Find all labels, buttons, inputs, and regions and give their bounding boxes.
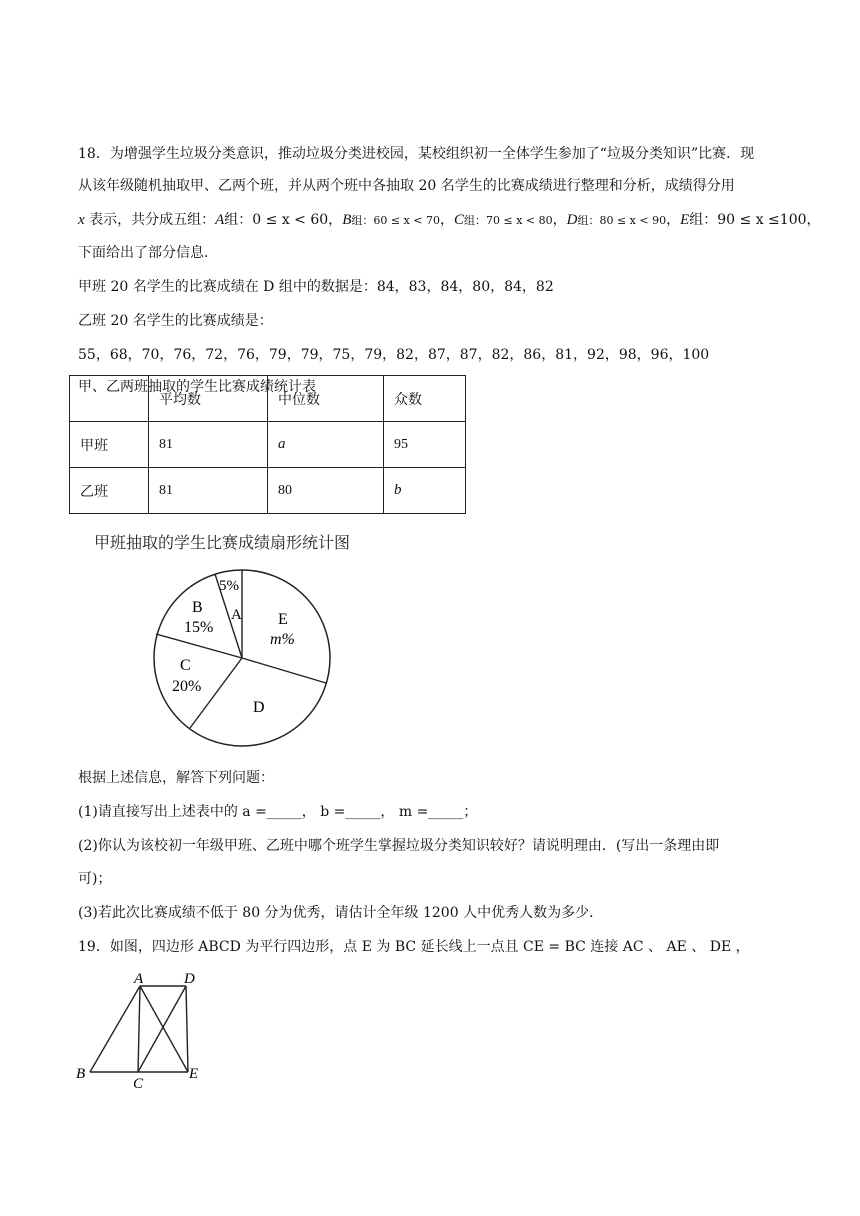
pie-label-c: C <box>180 657 191 674</box>
q18-line5: 甲班 20 名学生的比赛成绩在 D 组中的数据是：84，83，84，80，84，82 <box>78 279 554 295</box>
segment-ac <box>138 986 140 1072</box>
table-cell: 80 <box>268 468 384 514</box>
group-b-label: B <box>342 212 352 228</box>
q18-prompt: 根据上述信息，解答下列问题： <box>78 770 274 786</box>
pie-label-e: E <box>278 611 288 628</box>
group-b-range: 组：60 ≤ x < 70 <box>351 214 440 227</box>
segment-ae <box>140 986 188 1072</box>
table-row <box>70 468 466 514</box>
q18-sub2a: (2)你认为该校初一年级甲班、乙班中哪个班学生掌握垃圾分类知识较好？请说明理由．(写出一条理由即 <box>78 838 720 854</box>
pie-label-a-pct: 5% <box>219 578 239 594</box>
table-header-cell: 平均数 <box>149 376 268 422</box>
pie-label-d: D <box>253 699 265 716</box>
table-cell: b <box>384 468 466 514</box>
table-header-cell: 中位数 <box>268 376 384 422</box>
pie-label-c-pct: 20% <box>172 678 202 695</box>
q18-sub1: (1)请直接写出上述表中的 a =_____， b =_____， m =_____； <box>78 804 478 820</box>
table-cell: 81 <box>149 422 268 468</box>
groups-intro: 表示，共分成五组： <box>84 212 216 228</box>
parallelogram-figure <box>72 968 212 1092</box>
q18-sub2b: 可)； <box>78 871 112 887</box>
q18-line4: 下面给出了部分信息． <box>78 245 218 261</box>
group-a-range: 组：0 ≤ x < 60， <box>224 212 343 228</box>
q18-sub3: (3)若此次比赛成绩不低于 80 分为优秀，请估计全年级 1200 人中优秀人数为多少． <box>78 905 604 921</box>
q19-line1: 19．如图，四边形 ABCD 为平行四边形，点 E 为 BC 延长线上一点且 CE = BC 连接 AC 、 AE 、 DE ， <box>78 939 750 955</box>
pie-chart <box>140 560 340 760</box>
stats-table <box>69 375 466 514</box>
q18-line3: x 表示，共分成五组：A组：0 ≤ x < 60，B组：60 ≤ x < 70，C组：70 ≤ x < 80，D组：80 ≤ x < 90，E组：90 ≤ x ≤100， <box>78 212 821 228</box>
point-label-a: A <box>134 971 144 987</box>
q18-line2: 从该年级随机抽取甲、乙两个班，并从两个班中各抽取 20 名学生的比赛成绩进行整理和分析，成绩得分用 <box>78 178 735 194</box>
pie-divider <box>242 658 326 683</box>
table-cell: 甲班 <box>70 422 149 468</box>
point-label-b: B <box>76 1066 86 1082</box>
table-cell: 95 <box>384 422 466 468</box>
pie-title: 甲班抽取的学生比赛成绩扇形统计图 <box>94 533 351 552</box>
table-cell: 81 <box>149 468 268 514</box>
pie-divider <box>156 634 242 658</box>
group-d-range: 组：80 ≤ x < 90 <box>577 214 667 227</box>
table-caption: 甲、乙两班抽取的学生比赛成绩统计表 <box>78 379 316 395</box>
q18-line1: 18．为增强学生垃圾分类意识，推动垃圾分类进校园，某校组织初一全体学生参加了“垃圾分类知识”比赛．现 <box>78 146 755 162</box>
segment-de <box>186 986 188 1072</box>
segment-ab <box>90 986 140 1072</box>
group-e-label: E <box>680 212 690 228</box>
table-cell: 乙班 <box>70 468 149 514</box>
q18-line7: 55，68，70，76，72，76，79，79，75，79，82，87，87，82，86，81，92，98，96，100 <box>78 347 710 363</box>
pie-label-e-pct: m% <box>270 631 295 648</box>
table-row <box>70 422 466 468</box>
table-header-cell <box>70 376 149 422</box>
q18-line6: 乙班 20 名学生的比赛成绩是： <box>78 313 273 329</box>
segment-dc <box>138 986 186 1072</box>
point-label-e: E <box>189 1066 199 1082</box>
var-x: x <box>78 212 85 228</box>
pie-label-b-pct: 15% <box>184 619 214 636</box>
group-c-label: C <box>453 212 464 228</box>
group-c-range: 组：70 ≤ x < 80 <box>464 214 553 227</box>
pie-label-b: B <box>192 599 203 616</box>
point-label-d: D <box>184 971 195 987</box>
group-e-range: 组：90 ≤ x ≤100， <box>689 212 821 228</box>
table-cell: a <box>268 422 384 468</box>
point-label-c: C <box>133 1076 144 1092</box>
table-header-cell: 众数 <box>384 376 466 422</box>
group-d-label: D <box>566 212 578 228</box>
group-a-label: A <box>215 212 225 228</box>
table-header-row <box>70 376 466 422</box>
pie-label-a: A <box>231 607 242 623</box>
